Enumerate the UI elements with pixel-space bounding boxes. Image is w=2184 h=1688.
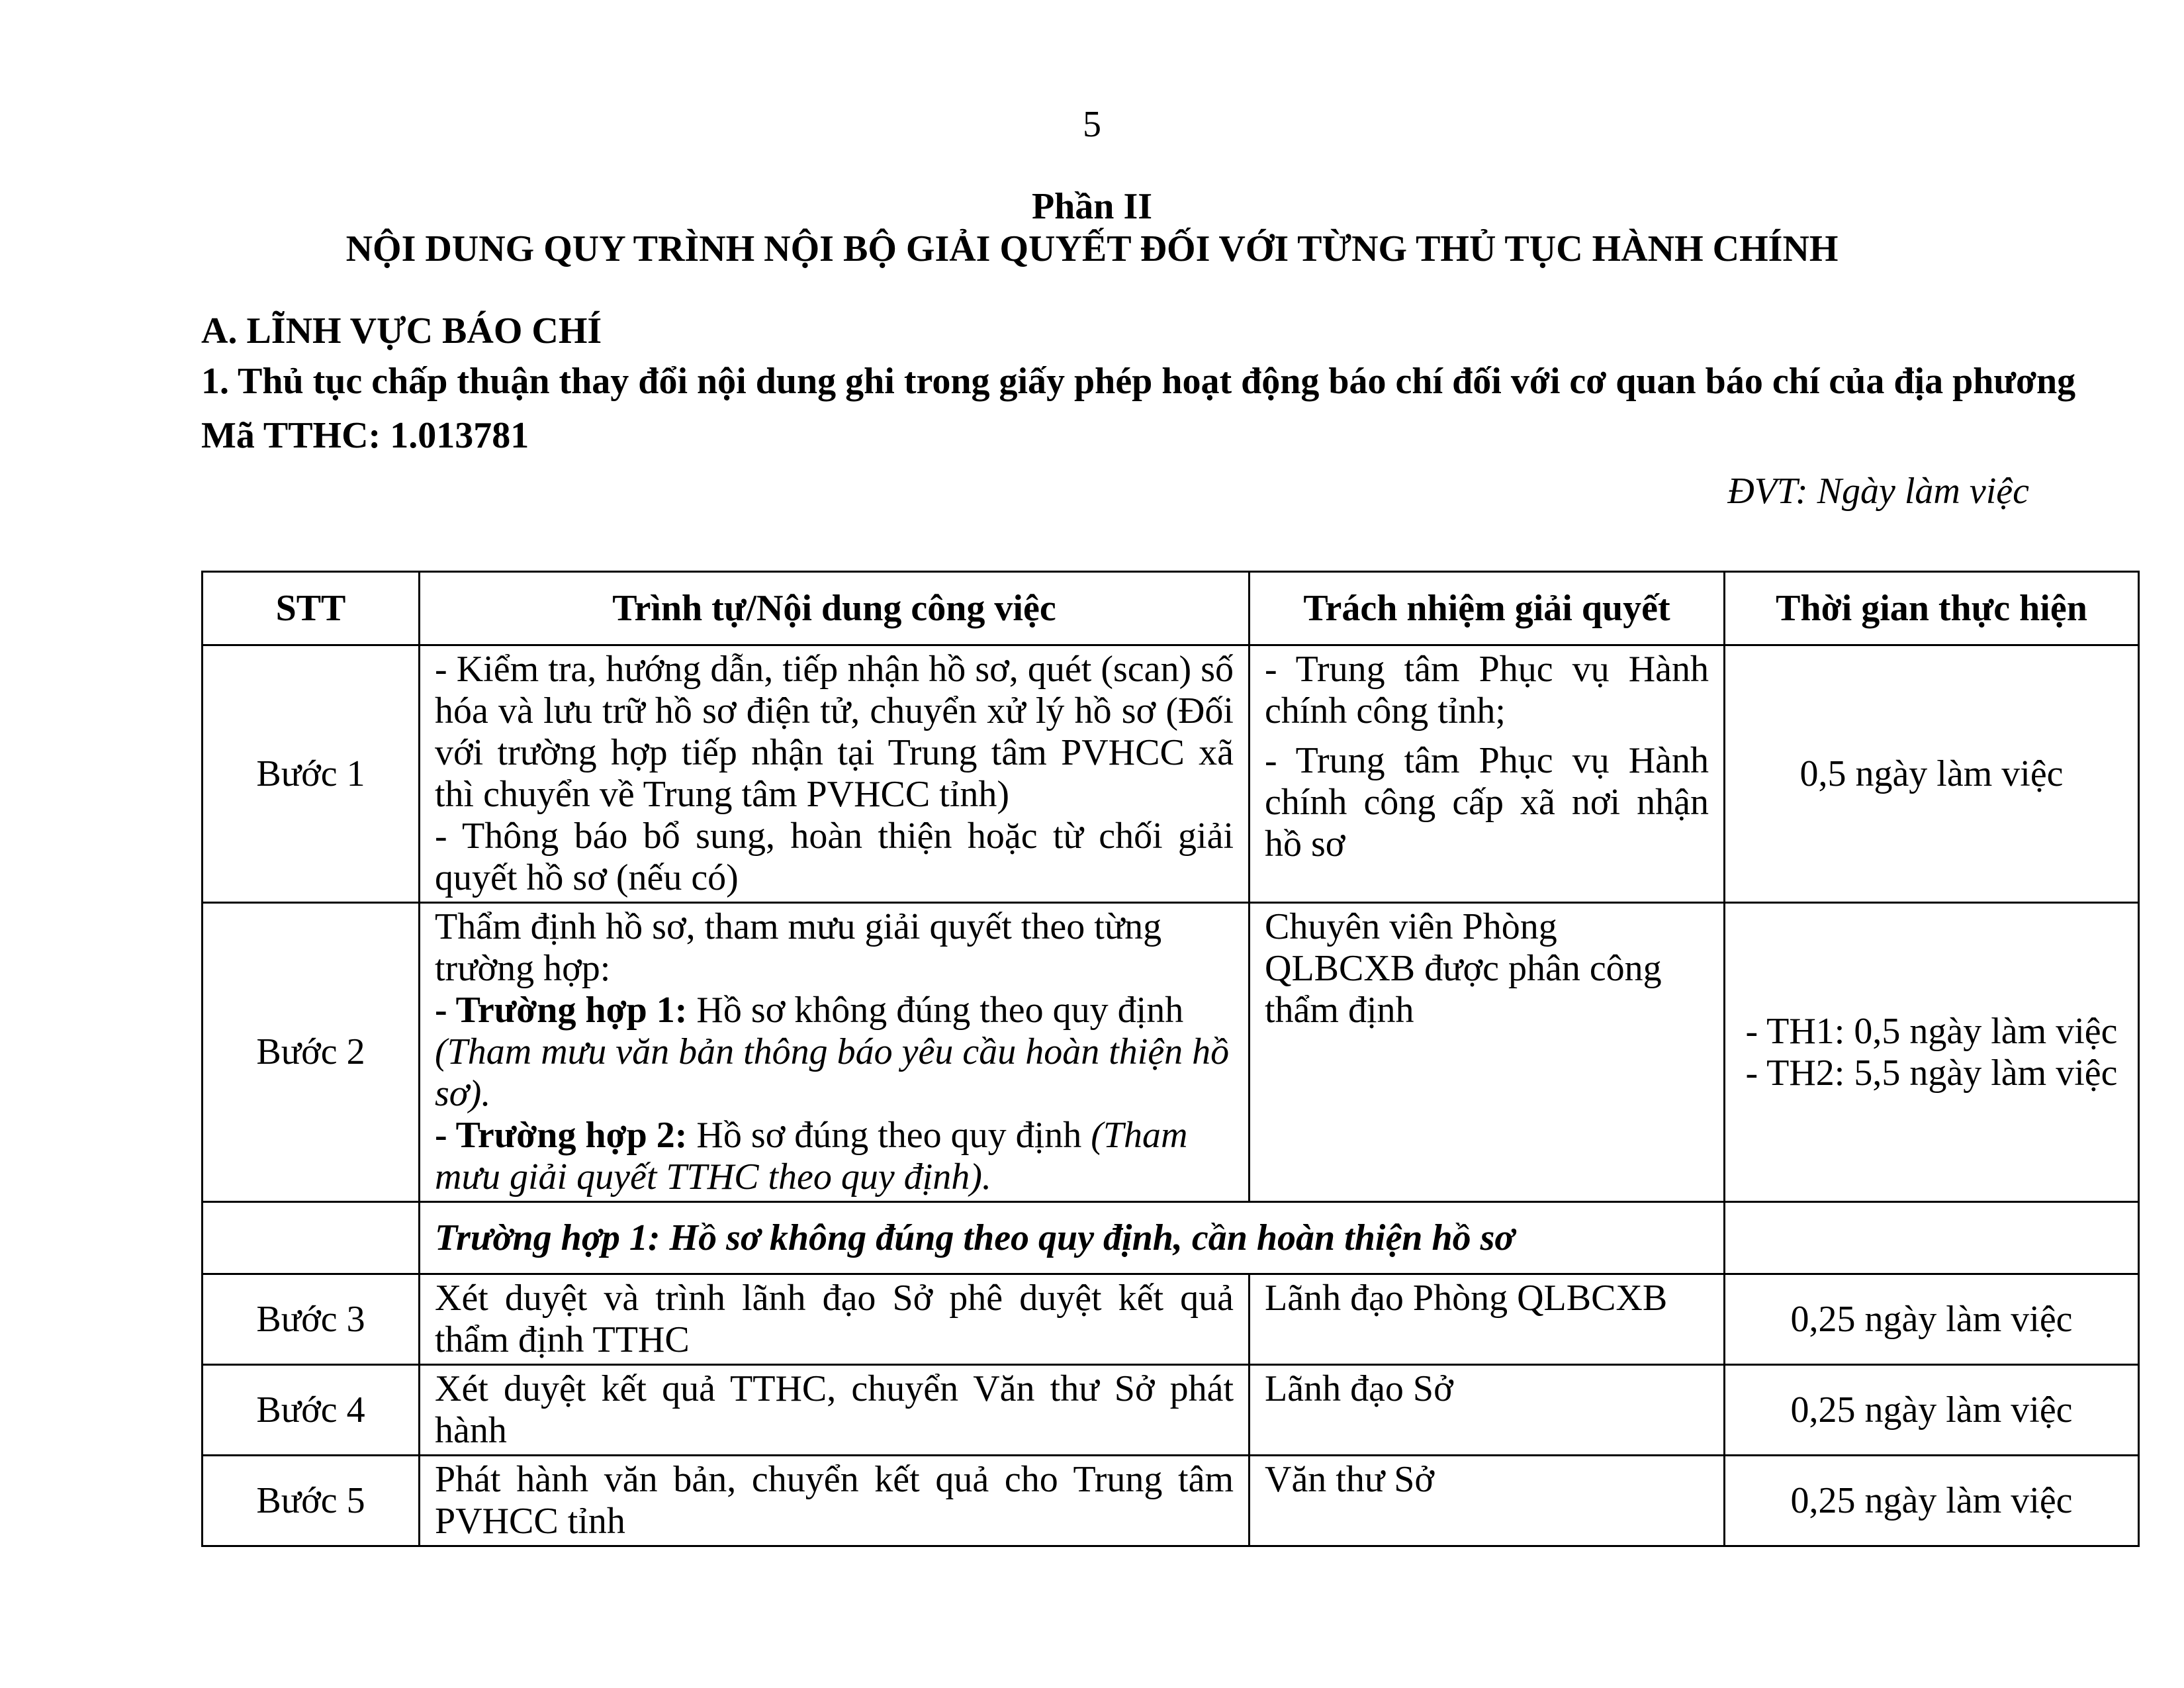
step-stt: Bước 1 (203, 645, 420, 903)
table-row (203, 1456, 2139, 1546)
table-row (203, 903, 2139, 1202)
step-content: Phát hành văn bản, chuyển kết quả cho Trung tâm PVHCC tỉnh (420, 1456, 1250, 1546)
main-title: NỘI DUNG QUY TRÌNH NỘI BỘ GIẢI QUYẾT ĐỐI VỚI TỪNG THỦ TỤC HÀNH CHÍNH (345, 228, 1839, 269)
step-content (420, 645, 1250, 903)
case1-note: (Tham mưu văn bản thông báo yêu cầu hoàn thiện hồ sơ). (435, 1031, 1230, 1114)
empty-cell (1725, 1202, 2139, 1274)
step-responsibility: Lãnh đạo Phòng QLBCXB (1250, 1274, 1725, 1365)
step-time: 0,25 ngày làm việc (1725, 1274, 2139, 1365)
table-header-row (203, 572, 2139, 645)
step-stt: Bước 3 (203, 1274, 420, 1365)
step-stt: Bước 4 (203, 1365, 420, 1456)
step1-content-2: - Thông báo bổ sung, hoàn thiện hoặc từ chối giải quyết hồ sơ (nếu có) (435, 816, 1234, 898)
step-responsibility (1250, 645, 1725, 903)
step-responsibility: Lãnh đạo Sở (1250, 1365, 1725, 1456)
header-stt: STT (203, 572, 420, 645)
empty-cell (203, 1202, 420, 1274)
header-responsibility: Trách nhiệm giải quyết (1250, 572, 1725, 645)
table-row (203, 1274, 2139, 1365)
step2-time-1: - TH1: 0,5 ngày làm việc (1745, 1010, 2118, 1052)
case-heading-row (203, 1202, 2139, 1274)
case2-label: - Trường hợp 2: (435, 1115, 688, 1156)
step-stt: Bước 2 (203, 903, 420, 1202)
step2-intro: Thẩm định hồ sơ, tham mưu giải quyết theo từng trường hợp: (435, 906, 1162, 989)
step2-case1 (435, 990, 1234, 1115)
procedure-table (201, 571, 2140, 1547)
step-responsibility: Chuyên viên Phòng QLBCXB được phân công thẩm định (1250, 903, 1725, 1202)
part-title: Phần II (1031, 186, 1153, 227)
header-content: Trình tự/Nội dung công việc (420, 572, 1250, 645)
table-row (203, 1365, 2139, 1456)
step-time (1725, 903, 2139, 1202)
header-time: Thời gian thực hiện (1725, 572, 2139, 645)
step-time: 0,5 ngày làm việc (1725, 645, 2139, 903)
step2-case2 (435, 1115, 1234, 1198)
unit-note: ĐVT: Ngày làm việc (1727, 471, 2029, 512)
case1-heading: Trường hợp 1: Hồ sơ không đúng theo quy định, cần hoàn thiện hồ sơ (420, 1202, 1725, 1274)
procedure-code: Mã TTHC: 1.013781 (201, 415, 529, 456)
step1-resp-1: - Trung tâm Phục vụ Hành chính công tỉnh; (1265, 649, 1709, 731)
step-content: Xét duyệt kết quả TTHC, chuyển Văn thư Sở phát hành (420, 1365, 1250, 1456)
case2-text: Hồ sơ đúng theo quy định (687, 1115, 1091, 1156)
step1-content-1: - Kiểm tra, hướng dẫn, tiếp nhận hồ sơ, quét (scan) số hóa và lưu trữ hồ sơ điện tử, chuyển xử lý hồ sơ (Đối với trường hợp tiếp nhận tại Trung tâm PVHCC xã thì chuyển về Trung tâm PVHCC tỉnh) (435, 649, 1234, 815)
step-time: 0,25 ngày làm việc (1725, 1365, 2139, 1456)
step-content: Xét duyệt và trình lãnh đạo Sở phê duyệt kết quả thẩm định TTHC (420, 1274, 1250, 1365)
step1-resp-2: - Trung tâm Phục vụ Hành chính công cấp xã nơi nhận hồ sơ (1265, 740, 1709, 865)
step-responsibility: Văn thư Sở (1250, 1456, 1725, 1546)
page-number: 5 (1083, 104, 1101, 145)
step-content (420, 903, 1250, 1202)
procedure-title: 1. Thủ tục chấp thuận thay đổi nội dung ghi trong giấy phép hoạt động báo chí đối với cơ quan báo chí của địa phương (201, 361, 2076, 402)
step-stt: Bước 5 (203, 1456, 420, 1546)
case1-label: - Trường hợp 1: (435, 990, 688, 1031)
table-row (203, 645, 2139, 903)
case2-note: (Tham mưu giải quyết TTHC theo quy định). (435, 1115, 1188, 1197)
step-time: 0,25 ngày làm việc (1725, 1456, 2139, 1546)
step2-time-2: - TH2: 5,5 ngày làm việc (1745, 1052, 2118, 1094)
case1-text: Hồ sơ không đúng theo quy định (687, 990, 1184, 1031)
section-heading: A. LĨNH VỰC BÁO CHÍ (201, 310, 602, 352)
